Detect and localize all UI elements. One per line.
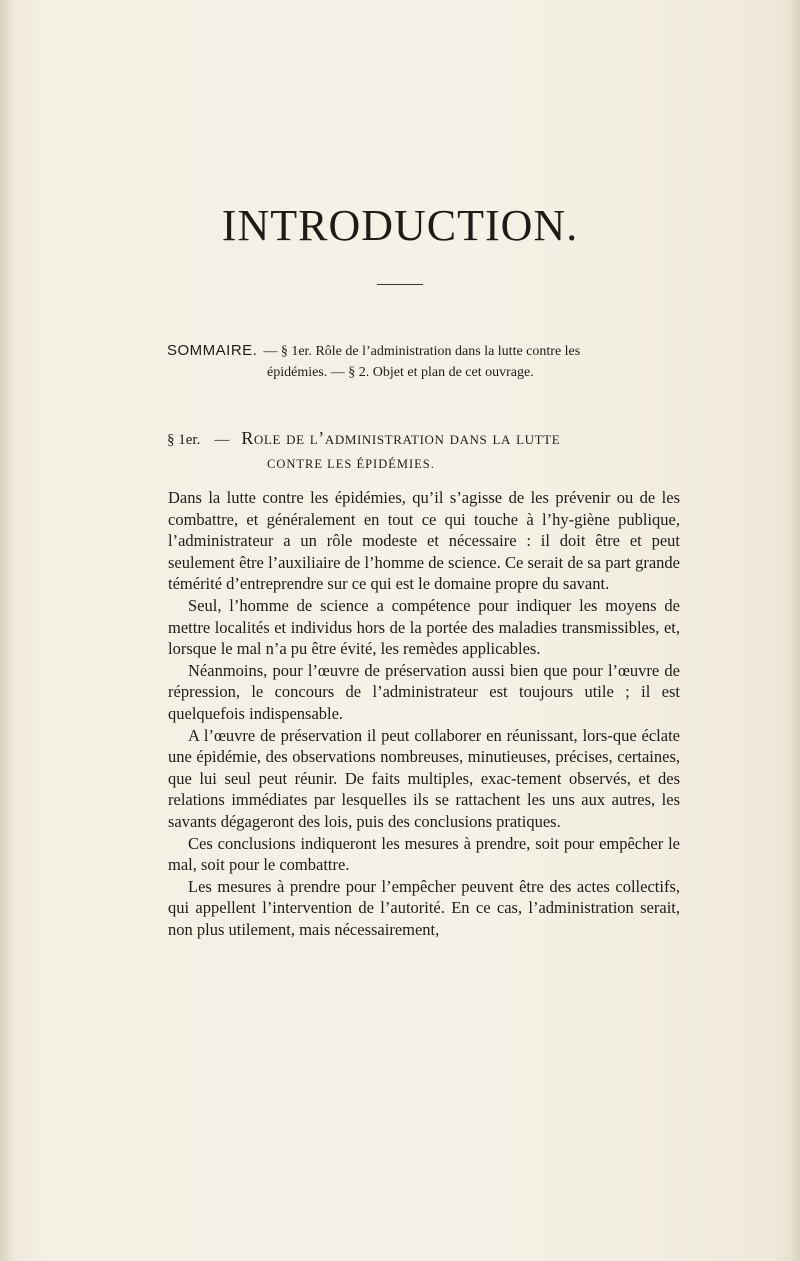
body-text (168, 487, 680, 940)
section-heading (167, 428, 687, 472)
paragraph: Dans la lutte contre les épidémies, qu’il s’agisse de les prévenir ou de les combattre, et généralement en tout ce qui touche à l’hy-giène publique, l’administrateur a un rôle modeste et nécessaire : il doit être et peut seulement être l’auxiliaire de l’homme de science. Ce serait de sa part grande témérité d’entreprendre sur ce qui est le domaine propre du savant. (168, 488, 680, 594)
summary-line-1: — § 1er. Rôle de l’administration dans la lutte contre les (263, 344, 581, 359)
title-rule (377, 284, 423, 285)
section-heading-line-2: CONTRE LES ÉPIDÉMIES. (267, 457, 435, 471)
paragraph: A l’œuvre de préservation il peut collaborer en réunissant, lors-que éclate une épidémie, des observations nombreuses, minutieuses, précises, certaines, que lui seul peut réunir. De faits multiples, exac-tement observés, et des relations immédiates par lesquelles ils se rattachent les uns aux autres, les savants dégageront des lois, puis des conclusions pratiques. (168, 725, 680, 831)
section-number: § 1er. (167, 432, 201, 448)
paragraph: Ces conclusions indiqueront les mesures à prendre, soit pour empêcher le mal, soit pour le combattre. (168, 833, 680, 875)
summary-label: SOMMAIRE. (167, 342, 258, 359)
paragraph: Les mesures à prendre pour l’empêcher peuvent être des actes collectifs, qui appellent l’intervention de l’autorité. En ce cas, l’administration serait, non plus utilement, mais nécessairement, (168, 876, 680, 939)
chapter-title: INTRODUCTION. (221, 201, 579, 250)
summary-block (167, 340, 667, 383)
paragraph: Néanmoins, pour l’œuvre de préservation aussi bien que pour l’œuvre de répression, le concours de l’administrateur est toujours utile ; il est quelquefois indispensable. (168, 660, 680, 723)
page-spine-shadow (0, 0, 14, 1261)
summary-line-2: épidémies. — § 2. Objet et plan de cet ouvrage. (267, 365, 534, 380)
section-heading-line-1: Role de l’administration dans la lutte (241, 428, 561, 448)
section-dash: — (214, 432, 230, 448)
page-edge (790, 0, 800, 1261)
paragraph: Seul, l’homme de science a compétence pour indiquer les moyens de mettre localités et individus hors de la portée des maladies transmissibles, et, lorsque le mal n’a pu être évité, les remèdes applicables. (168, 595, 680, 659)
